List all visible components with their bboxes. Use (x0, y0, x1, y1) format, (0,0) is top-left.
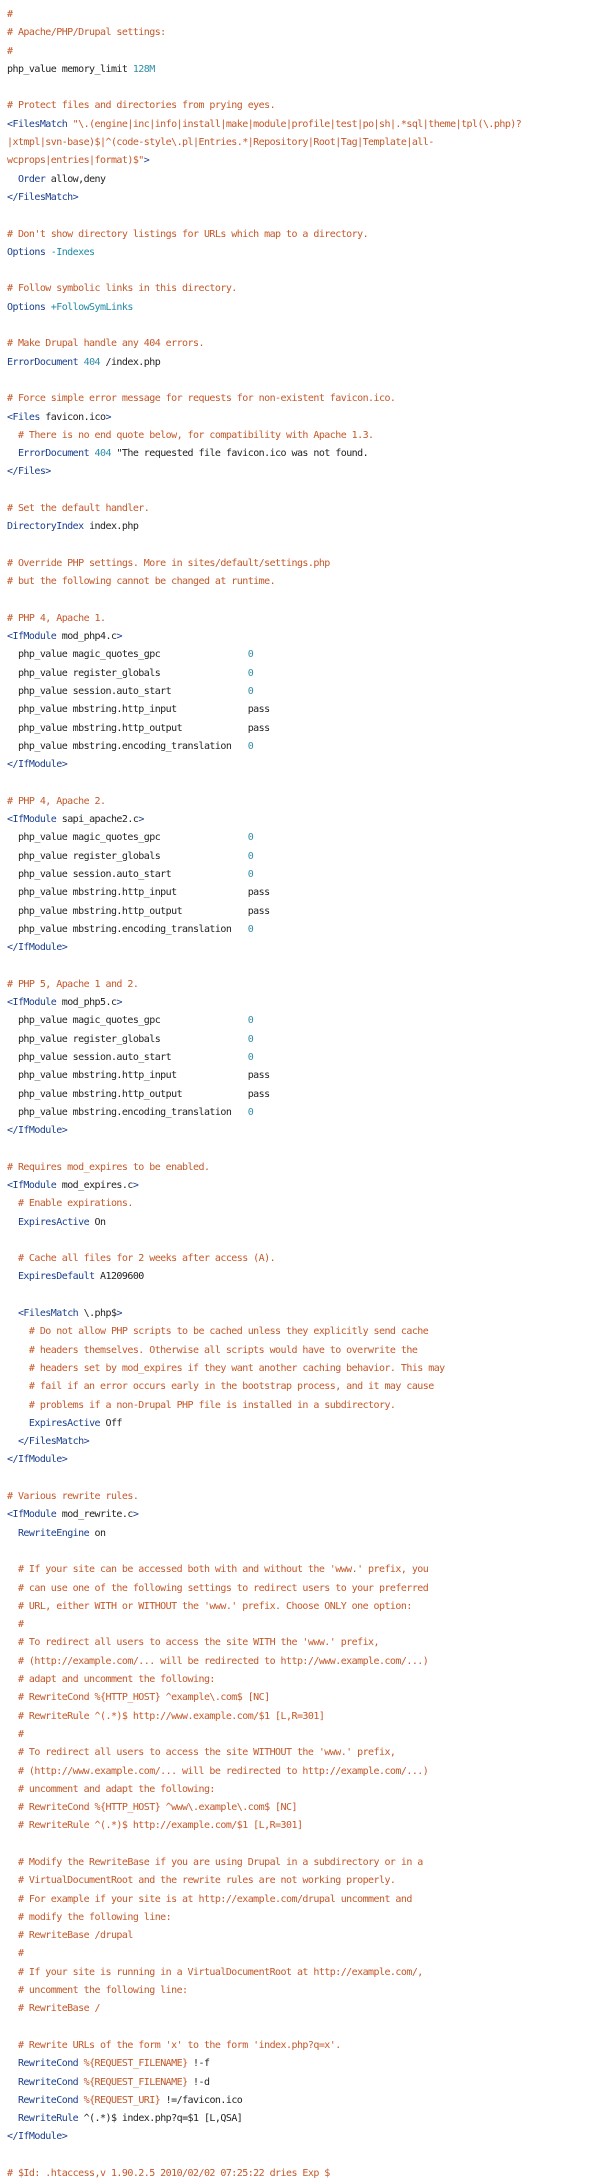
code-line (7, 701, 600, 719)
text-token: ^(.*)$ index.php?q=$1 [L,QSA] (78, 2113, 243, 2125)
text-token: php_value session.auto_start (7, 685, 248, 697)
text-token: mod_php4.c (56, 631, 117, 643)
code-line (7, 134, 600, 152)
code-line (7, 354, 600, 372)
string-token: %{REQUEST_FILENAME} (78, 2076, 188, 2088)
comment-token: # uncomment and adapt the following: (7, 1783, 215, 1795)
comment-token: # Set the default handler. (7, 503, 150, 515)
comment-token: # PHP 4, Apache 2. (7, 795, 106, 807)
text-token (7, 2077, 18, 2088)
text-token: A1209600 (94, 1271, 144, 1283)
comment-token: # adapt and uncomment the following: (7, 1674, 215, 1686)
directive-token: RewriteEngine (17, 1527, 90, 1539)
code-line (7, 1854, 600, 1872)
code-line (7, 1012, 600, 1030)
text-token: php_value session.auto_start (7, 868, 248, 880)
number-token: 0 (247, 850, 254, 862)
comment-token: # (7, 1948, 24, 1960)
code-line (7, 628, 600, 646)
code-line (7, 1561, 600, 1579)
text-token (7, 2113, 18, 2124)
code-line (7, 1067, 600, 1085)
comment-token: # If your site is running in a VirtualDocumentRoot at http://example.com/, (7, 1966, 423, 1978)
text-token: php_value mbstring.encoding_translation (7, 923, 248, 935)
code-line (7, 720, 600, 738)
code-line (7, 793, 600, 811)
blank-line (7, 2147, 600, 2165)
text-token: php_value mbstring.encoding_translation (7, 1106, 248, 1118)
directive-token: ExpiresDefault (17, 1271, 95, 1283)
text-token: php_value memory_limit (7, 63, 133, 75)
blank-line (7, 537, 600, 555)
blank-line (7, 2019, 600, 2037)
directive-token: </FilesMatch> (17, 1436, 90, 1448)
comment-token: # Rewrite URLs of the form 'x' to the form 'index.php?q=x'. (7, 2039, 341, 2051)
code-line (7, 1689, 600, 1707)
code-line (7, 6, 600, 24)
comment-token: # URL, either WITH or WITHOUT the 'www.' prefix. Choose ONLY one option: (7, 1600, 412, 1612)
directive-token: <IfModule (7, 1509, 57, 1521)
directive-token: </IfModule> (7, 759, 68, 771)
code-line (7, 665, 600, 683)
comment-token: # modify the following line: (7, 1911, 172, 1923)
string-token: %{REQUEST_FILENAME} (78, 2058, 188, 2070)
code-line (7, 1817, 600, 1835)
comment-token: # (http://www.example.com/... will be redirected to http://example.com/...) (7, 1765, 429, 1777)
code-line (7, 1634, 600, 1652)
number-token: 128M (132, 63, 155, 75)
text-token: "The requested file favicon.ico was not found. (110, 448, 369, 460)
code-line (7, 811, 600, 829)
comment-token: # $Id: .htaccess,v 1.90.2.5 2010/02/02 07:25:22 dries Exp $ (7, 2168, 330, 2180)
code-line (7, 189, 600, 207)
comment-token: # For example if your site is at http://example.com/drupal uncomment and (7, 1893, 412, 1905)
comment-token: # Don't show directory listings for URLs which map to a directory. (7, 228, 369, 240)
text-token: php_value register_globals (7, 850, 248, 862)
code-line (7, 866, 600, 884)
comment-token: # Requires mod_expires to be enabled. (7, 1161, 210, 1173)
text-token: index.php (83, 521, 139, 533)
comment-token: # Make Drupal handle any 404 errors. (7, 338, 204, 350)
code-line (7, 1781, 600, 1799)
directive-token: > (116, 631, 122, 643)
directive-token: RewriteCond (17, 2058, 79, 2070)
directive-token: Options (7, 246, 46, 258)
text-token: mod_rewrite.c (56, 1509, 133, 1521)
directive-token: <FilesMatch (7, 118, 73, 130)
comment-token: # Override PHP settings. More in sites/default/settings.php (7, 557, 330, 569)
text-token (7, 174, 18, 185)
comment-token: # RewriteBase /drupal (7, 1930, 133, 1942)
directive-token: <IfModule (7, 631, 57, 643)
directive-token: <IfModule (7, 814, 57, 826)
comment-token: # PHP 4, Apache 1. (7, 612, 106, 624)
directive-token: Order (17, 173, 46, 185)
comment-token: # headers set by mod_expires if they want another caching behavior. This may (7, 1362, 445, 1374)
code-line (7, 1708, 600, 1726)
code-line (7, 1927, 600, 1945)
code-line (7, 1433, 600, 1451)
code-line (7, 244, 600, 262)
number-token: 0 (247, 1051, 254, 1063)
directive-token: <IfModule (7, 1180, 57, 1191)
code-line (7, 97, 600, 115)
text-token (7, 1217, 18, 1228)
comment-token: # Force simple error message for requests for non-existent favicon.ico. (7, 393, 396, 405)
text-token (7, 1436, 18, 1447)
text-token: php_value magic_quotes_gpc (7, 649, 248, 661)
number-token: 0 (247, 1015, 254, 1027)
code-line (7, 994, 600, 1012)
text-token: allow,deny (45, 173, 106, 185)
comment-token: # (7, 1619, 24, 1631)
comment-token: # Follow symbolic links in this directory. (7, 283, 237, 295)
code-line (7, 280, 600, 298)
code-line (7, 43, 600, 61)
comment-token: # RewriteRule ^(.*)$ http://example.com/$1 [L,R=301] (7, 1820, 303, 1832)
string-token: |xtmpl|svn-base)$|^(code-style\.pl|Entries.*|Repository|Root|Tag|Template|all- (7, 137, 434, 149)
code-line (7, 1525, 600, 1543)
text-token: php_value magic_quotes_gpc (7, 832, 248, 844)
text-token (7, 1308, 18, 1319)
code-line (7, 903, 600, 921)
code-line (7, 1488, 600, 1506)
comment-token: # uncomment the following line: (7, 1985, 188, 1997)
number-token: 404 (78, 356, 101, 368)
comment-token: # (7, 9, 13, 20)
blank-line (7, 372, 600, 390)
code-line (7, 1964, 600, 1982)
code-line (7, 2092, 600, 2110)
text-token (7, 1271, 18, 1282)
number-token: 0 (247, 1106, 254, 1118)
code-line (7, 1250, 600, 1268)
text-token (7, 1528, 18, 1539)
code-line (7, 1799, 600, 1817)
code-line (7, 1177, 600, 1195)
comment-token: # RewriteRule ^(.*)$ http://www.example.com/$1 [L,R=301] (7, 1710, 325, 1722)
code-line (7, 1195, 600, 1213)
comment-token: # problems if a non-Drupal PHP file is installed in a subdirectory. (7, 1399, 396, 1411)
code-line (7, 171, 600, 189)
text-token: php_value register_globals (7, 1033, 248, 1045)
code-line (7, 1506, 600, 1524)
text-token: php_value mbstring.http_input pass (7, 887, 270, 899)
directive-token: > (116, 1308, 122, 1320)
comment-token: # Apache/PHP/Drupal settings: (7, 27, 166, 39)
code-line (7, 1744, 600, 1762)
code-line (7, 2055, 600, 2073)
code-line (7, 463, 600, 481)
text-token: php_value mbstring.encoding_translation (7, 740, 248, 752)
code-line (7, 939, 600, 957)
code-line (7, 1268, 600, 1286)
comment-token: # Do not allow PHP scripts to be cached unless they explicitly send cache (7, 1326, 429, 1338)
comment-token: # (7, 1728, 24, 1740)
code-line (7, 1104, 600, 1122)
text-token: /index.php (100, 356, 161, 368)
text-token: Off (100, 1417, 122, 1429)
text-token: php_value session.auto_start (7, 1051, 248, 1063)
number-token: 0 (247, 649, 254, 661)
comment-token: # RewriteCond %{HTTP_HOST} ^example\.com$ [NC] (7, 1692, 270, 1704)
code-line (7, 976, 600, 994)
comment-token: # Enable expirations. (7, 1198, 133, 1210)
directive-token: </FilesMatch> (7, 191, 79, 203)
text-token (7, 1418, 29, 1429)
blank-line (7, 1543, 600, 1561)
comment-token: # If your site can be accessed both with and without the 'www.' prefix, you (7, 1564, 429, 1576)
code-line (7, 2037, 600, 2055)
text-token: php_value magic_quotes_gpc (7, 1015, 248, 1027)
blank-line (7, 957, 600, 975)
directive-token: <Files (7, 411, 40, 423)
comment-token: # VirtualDocumentRoot and the rewrite rules are not working properly. (7, 1875, 396, 1887)
directive-token: ErrorDocument (7, 356, 79, 368)
directive-token: > (105, 411, 111, 423)
code-line (7, 1671, 600, 1689)
code-line (7, 427, 600, 445)
code-line (7, 1378, 600, 1396)
code-line (7, 152, 600, 170)
code-line (7, 1909, 600, 1927)
blank-line (7, 262, 600, 280)
code-line (7, 848, 600, 866)
text-token: !-f (187, 2058, 210, 2070)
directive-token: <FilesMatch (17, 1308, 79, 1320)
text-token: mod_expires.c (56, 1180, 133, 1191)
blank-line (7, 592, 600, 610)
directive-token: </IfModule> (7, 1125, 68, 1137)
comment-token: # RewriteCond %{HTTP_HOST} ^www\.example\.com$ [NC] (7, 1802, 297, 1814)
comment-token: # Modify the RewriteBase if you are using Drupal in a subdirectory or in a (7, 1856, 423, 1868)
number-token: 0 (247, 667, 254, 679)
text-token: on (89, 1527, 106, 1539)
blank-line (7, 1836, 600, 1854)
text-token: php_value mbstring.http_input pass (7, 704, 270, 716)
comment-token: # There is no end quote below, for compatibility with Apache 1.3. (7, 429, 374, 441)
code-line (7, 756, 600, 774)
string-token: %{REQUEST_URI} (78, 2094, 161, 2106)
code-line (7, 335, 600, 353)
code-line (7, 1360, 600, 1378)
text-token: \.php$ (78, 1308, 117, 1320)
code-line (7, 2165, 600, 2183)
code-line (7, 445, 600, 463)
code-line (7, 1031, 600, 1049)
code-line (7, 1415, 600, 1433)
code-line (7, 2000, 600, 2018)
code-line (7, 1342, 600, 1360)
comment-token: # To redirect all users to access the site WITHOUT the 'www.' prefix, (7, 1747, 396, 1759)
code-line (7, 1122, 600, 1140)
code-line (7, 1397, 600, 1415)
text-token: mod_php5.c (56, 997, 117, 1009)
comment-token: # Protect files and directories from prying eyes. (7, 100, 276, 112)
text-token: !-d (187, 2076, 210, 2088)
code-line (7, 61, 600, 79)
code-line (7, 24, 600, 42)
code-line (7, 2128, 600, 2146)
text-token: !=/favicon.ico (160, 2094, 243, 2106)
code-line (7, 1323, 600, 1341)
directive-token: <IfModule (7, 997, 57, 1009)
blank-line (7, 207, 600, 225)
option-value-token: +FollowSymLinks (45, 301, 133, 313)
text-token: php_value mbstring.http_input pass (7, 1070, 270, 1082)
blank-line (7, 1287, 600, 1305)
text-token: On (89, 1216, 106, 1228)
code-line (7, 1159, 600, 1177)
code-line (7, 573, 600, 591)
text-token: sapi_apache2.c (56, 814, 139, 826)
code-line (7, 500, 600, 518)
directive-token: > (116, 997, 122, 1009)
directive-token: ExpiresActive (28, 1417, 101, 1429)
code-line (7, 116, 600, 134)
code-line (7, 518, 600, 536)
text-token: php_value mbstring.http_output pass (7, 905, 270, 917)
text-token (7, 2095, 18, 2106)
directive-token: ExpiresActive (17, 1216, 90, 1228)
code-line (7, 1305, 600, 1323)
comment-token: # Cache all files for 2 weeks after access (A). (7, 1253, 276, 1265)
blank-line (7, 79, 600, 97)
code-line (7, 646, 600, 664)
number-token: 0 (247, 868, 254, 880)
code-line (7, 409, 600, 427)
code-line (7, 829, 600, 847)
string-token: "\.(engine|inc|info|install|make|module|profile|test|po|sh|.*sql|theme|tpl(\.php)? (72, 118, 522, 130)
text-token: php_value mbstring.http_output pass (7, 722, 270, 734)
comment-token: # (http://example.com/... will be redirected to http://www.example.com/...) (7, 1655, 429, 1667)
directive-token: > (143, 155, 150, 167)
blank-line (7, 482, 600, 500)
number-token: 0 (247, 1033, 254, 1045)
string-token: wcprops|entries|format)$" (7, 155, 144, 167)
directive-token: </IfModule> (7, 1454, 68, 1466)
code-line (7, 1982, 600, 2000)
code-line (7, 1451, 600, 1469)
code-line (7, 738, 600, 756)
code-line (7, 1049, 600, 1067)
code-line (7, 1653, 600, 1671)
code-line (7, 1872, 600, 1890)
number-token: 0 (247, 832, 254, 844)
comment-token: # (7, 45, 13, 57)
option-value-token: -Indexes (45, 246, 95, 258)
number-token: 0 (247, 685, 254, 697)
number-token: 0 (247, 740, 254, 752)
code-line (7, 299, 600, 317)
code-line (7, 2110, 600, 2128)
directive-token: > (132, 1509, 139, 1521)
text-token: php_value register_globals (7, 667, 248, 679)
directive-token: </IfModule> (7, 942, 68, 954)
code-line (7, 610, 600, 628)
code-line (7, 1086, 600, 1104)
code-line (7, 1891, 600, 1909)
comment-token: # headers themselves. Otherwise all scripts would have to overwrite the (7, 1344, 418, 1356)
code-line (7, 683, 600, 701)
number-token: 0 (247, 923, 254, 935)
code-line (7, 226, 600, 244)
code-line (7, 2074, 600, 2092)
code-line (7, 1726, 600, 1744)
blank-line (7, 1140, 600, 1158)
code-line (7, 1598, 600, 1616)
code-line (7, 884, 600, 902)
directive-token: ErrorDocument (17, 448, 90, 460)
comment-token: # PHP 5, Apache 1 and 2. (7, 978, 139, 990)
text-token: favicon.ico (39, 411, 106, 423)
directive-token: </Files> (7, 466, 51, 478)
comment-token: # fail if an error occurs early in the bootstrap process, and it may cause (7, 1381, 434, 1393)
directive-token: > (132, 1180, 139, 1191)
code-line (7, 1763, 600, 1781)
blank-line (7, 317, 600, 335)
code-line (7, 1945, 600, 1963)
code-line (7, 1616, 600, 1634)
directive-token: Options (7, 301, 46, 313)
blank-line (7, 774, 600, 792)
comment-token: # To redirect all users to access the site WITH the 'www.' prefix, (7, 1637, 379, 1649)
comment-token: # Various rewrite rules. (7, 1491, 139, 1503)
directive-token: DirectoryIndex (7, 521, 84, 533)
directive-token: RewriteCond (17, 2076, 79, 2088)
directive-token: RewriteCond (17, 2094, 79, 2106)
code-line (7, 390, 600, 408)
comment-token: # but the following cannot be changed at runtime. (7, 576, 276, 588)
directive-token: </IfModule> (7, 2131, 68, 2143)
text-token (7, 448, 18, 459)
blank-line (7, 1232, 600, 1250)
directive-token: > (138, 814, 144, 826)
blank-line (7, 1470, 600, 1488)
text-token (7, 2058, 18, 2069)
text-token: php_value mbstring.http_output pass (7, 1088, 270, 1100)
code-line (7, 1580, 600, 1598)
code-line (7, 921, 600, 939)
comment-token: # RewriteBase / (7, 2003, 100, 2015)
code-line (7, 555, 600, 573)
comment-token: # can use one of the following settings to redirect users to your preferred (7, 1582, 429, 1594)
number-token: 404 (89, 448, 111, 460)
directive-token: RewriteRule (17, 2113, 79, 2125)
code-line (7, 1214, 600, 1232)
